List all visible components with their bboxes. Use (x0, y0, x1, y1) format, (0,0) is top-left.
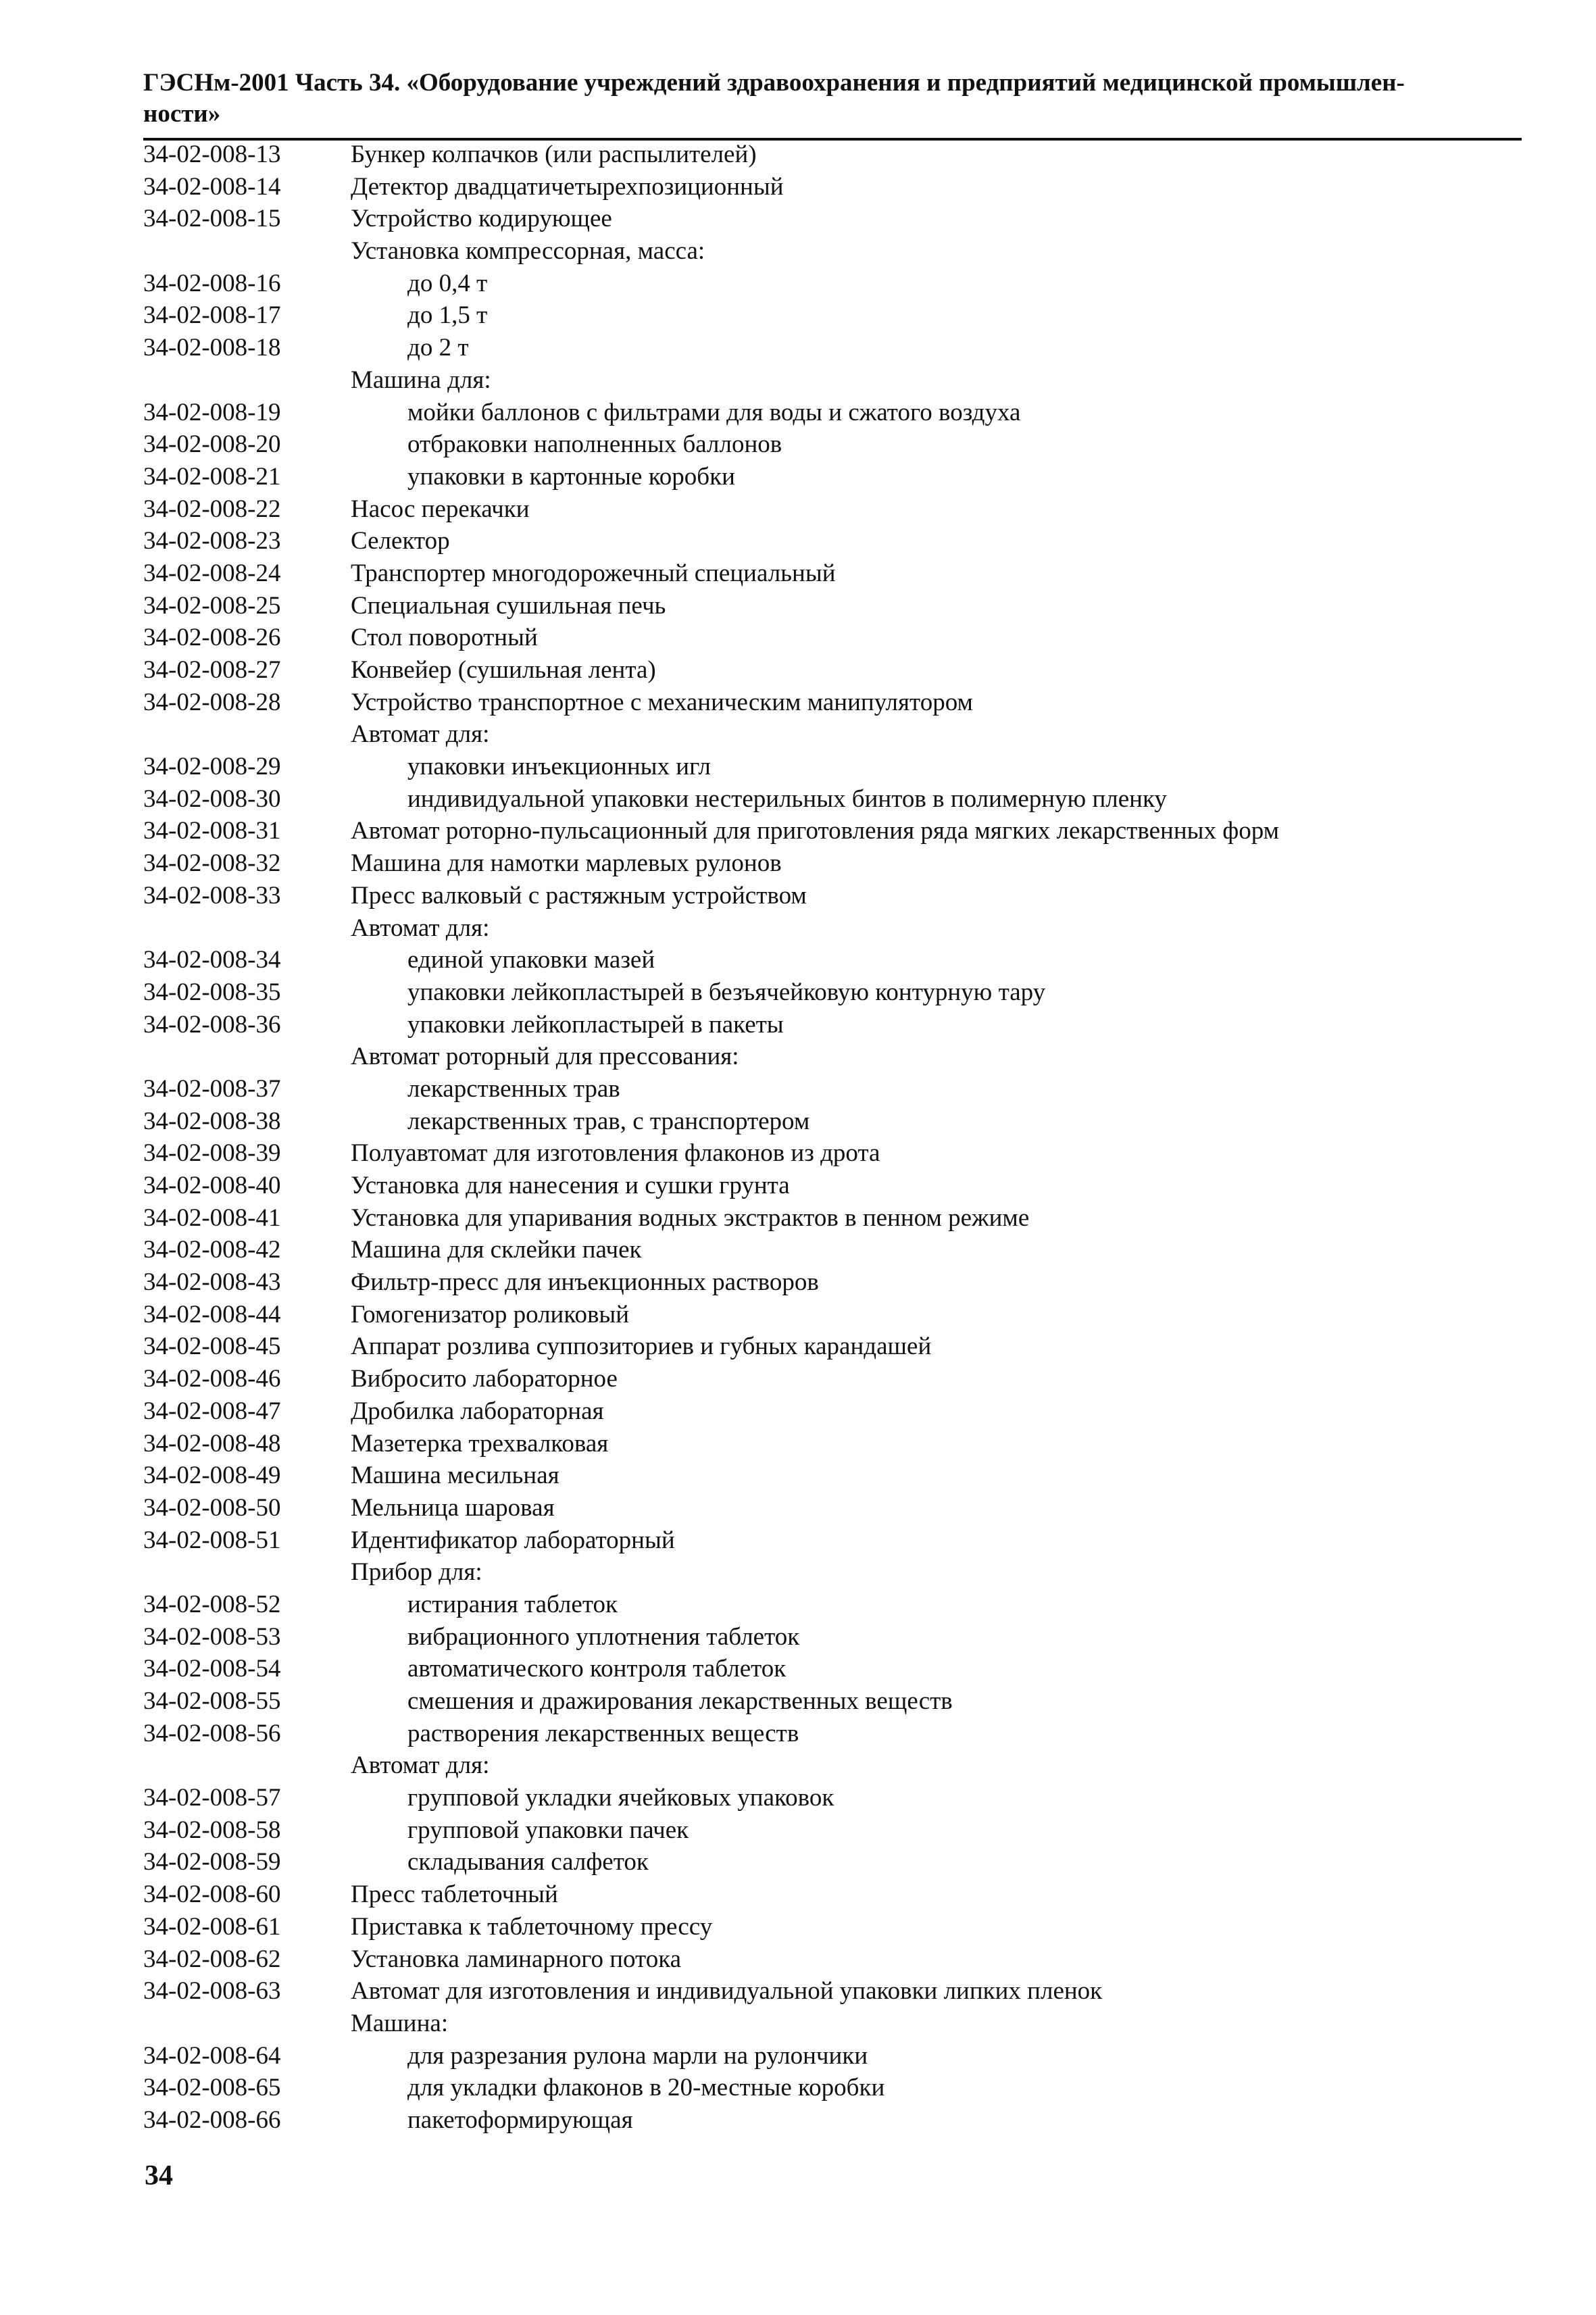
item-code: 34-02-008-26 (143, 624, 281, 652)
item-text: Детектор двадцатичетырехпозиционный (351, 172, 784, 201)
item-code: 34-02-008-27 (143, 656, 281, 684)
item-code: 34-02-008-16 (143, 269, 281, 297)
item-text: до 2 т (407, 334, 469, 362)
item-code: 34-02-008-57 (143, 1784, 281, 1812)
item-code: 34-02-008-17 (143, 301, 281, 330)
item-code: 34-02-008-35 (143, 978, 281, 1006)
item-text: Мельница шаровая (351, 1493, 555, 1522)
item-code: 34-02-008-42 (143, 1236, 281, 1264)
list-item (143, 428, 1522, 461)
list-item (143, 687, 1522, 719)
list-item (143, 751, 1522, 783)
list-item (143, 2104, 1522, 2137)
item-text: лекарственных трав, с транспортером (407, 1107, 810, 1135)
list-item (143, 622, 1522, 654)
list-item (143, 783, 1522, 816)
list-item (143, 332, 1522, 364)
item-code: 34-02-008-18 (143, 334, 281, 362)
item-code: 34-02-008-31 (143, 817, 281, 845)
item-code: 34-02-008-44 (143, 1300, 281, 1328)
list-item (143, 1524, 1522, 1557)
item-code: 34-02-008-53 (143, 1622, 281, 1651)
item-code: 34-02-008-40 (143, 1172, 281, 1199)
item-code: 34-02-008-46 (143, 1365, 281, 1393)
item-code: 34-02-008-59 (143, 1848, 281, 1876)
list-item (143, 1749, 1522, 1782)
item-text: Мазетерка трехвалковая (351, 1429, 609, 1458)
item-text: истирания таблеток (407, 1590, 618, 1618)
item-text: до 0,4 т (407, 269, 488, 297)
item-text: отбраковки наполненных баллонов (407, 430, 782, 459)
item-code: 34-02-008-24 (143, 559, 281, 587)
page-header (143, 68, 1522, 130)
item-code: 34-02-008-52 (143, 1590, 281, 1618)
item-text: Автомат для: (351, 1751, 490, 1780)
list-item (143, 1718, 1522, 1750)
item-code: 34-02-008-33 (143, 881, 281, 910)
item-text: для разрезания рулона марли на рулончики (407, 2041, 868, 2070)
item-code: 34-02-008-49 (143, 1462, 281, 1490)
item-code: 34-02-008-34 (143, 946, 281, 974)
item-text: Полуавтомат для изготовления флаконов из дрота (351, 1139, 880, 1168)
item-text: Машина для склейки пачек (351, 1236, 642, 1264)
list-item (143, 1492, 1522, 1524)
list-item (143, 1395, 1522, 1428)
list-item (143, 139, 1522, 171)
list-item (143, 2040, 1522, 2072)
item-code: 34-02-008-47 (143, 1397, 281, 1425)
list-item (143, 268, 1522, 300)
list-item (143, 1137, 1522, 1170)
item-code: 34-02-008-63 (143, 1977, 281, 2006)
item-text: Вибросито лабораторное (351, 1365, 618, 1393)
item-text: мойки баллонов с фильтрами для воды и сжатого воздуха (407, 398, 1021, 426)
item-code: 34-02-008-22 (143, 495, 281, 523)
list-item (143, 525, 1522, 557)
item-code: 34-02-008-28 (143, 688, 281, 716)
list-item (143, 1105, 1522, 1138)
item-code: 34-02-008-64 (143, 2041, 281, 2070)
item-text: Аппарат розлива суппозиториев и губных карандашей (351, 1333, 932, 1361)
item-text: Автомат для: (351, 720, 490, 749)
list-item (143, 299, 1522, 332)
list-item (143, 1299, 1522, 1331)
list-item (143, 1266, 1522, 1299)
item-text: Устройство кодирующее (351, 205, 612, 233)
list-item (143, 976, 1522, 1009)
item-text: единой упаковки мазей (407, 946, 655, 974)
item-code: 34-02-008-30 (143, 785, 281, 813)
item-text: Прибор для: (351, 1558, 482, 1587)
item-text: Фильтр-пресс для инъекционных растворов (351, 1268, 819, 1297)
list-item (143, 1621, 1522, 1653)
item-code: 34-02-008-62 (143, 1945, 281, 1973)
page-number: 34 (145, 2160, 173, 2191)
item-text: Автомат роторно-пульсационный для приготовления ряда мягких лекарственных форм (351, 817, 1280, 845)
item-text: Насос перекачки (351, 495, 530, 523)
item-text: упаковки в картонные коробки (407, 462, 735, 491)
item-code: 34-02-008-65 (143, 2074, 281, 2102)
item-code: 34-02-008-36 (143, 1010, 281, 1039)
list-item (143, 235, 1522, 268)
list-item (143, 1460, 1522, 1492)
item-text: упаковки лейкопластырей в безъячейковую контурную тару (407, 978, 1046, 1006)
item-text: Селектор (351, 527, 450, 555)
item-code: 34-02-008-43 (143, 1268, 281, 1297)
item-code: 34-02-008-61 (143, 1912, 281, 1941)
item-text: Автомат для: (351, 914, 490, 942)
list-item (143, 590, 1522, 622)
item-code: 34-02-008-51 (143, 1526, 281, 1554)
list-item (143, 461, 1522, 493)
list-item (143, 1911, 1522, 1943)
item-text: Машина для намотки марлевых рулонов (351, 849, 782, 878)
list-item (143, 1428, 1522, 1460)
item-text: Машина для: (351, 366, 491, 394)
list-item (143, 912, 1522, 945)
list-item (143, 557, 1522, 590)
item-text: смешения и дражирования лекарственных веществ (407, 1687, 953, 1715)
list-item (143, 1556, 1522, 1589)
item-text: Установка для упаривания водных экстрактов в пенном режиме (351, 1203, 1030, 1232)
list-item (143, 171, 1522, 203)
list-item (143, 1653, 1522, 1685)
item-text: лекарственных трав (407, 1074, 620, 1103)
item-code: 34-02-008-60 (143, 1881, 281, 1909)
item-code: 34-02-008-13 (143, 141, 281, 168)
list-item (143, 397, 1522, 429)
item-code: 34-02-008-39 (143, 1139, 281, 1168)
item-code: 34-02-008-58 (143, 1816, 281, 1844)
item-code: 34-02-008-55 (143, 1687, 281, 1715)
list-item (143, 1234, 1522, 1266)
list-item (143, 493, 1522, 526)
item-code: 34-02-008-56 (143, 1719, 281, 1747)
item-text: складывания салфеток (407, 1848, 649, 1876)
list-item (143, 1846, 1522, 1878)
item-text: до 1,5 т (407, 301, 488, 330)
item-code: 34-02-008-37 (143, 1074, 281, 1103)
header-title: ГЭСНм-2001 Часть 34. «Оборудование учреждений здравоохранения и предприятий медицинской промышлен- ности» (143, 69, 1405, 128)
item-code: 34-02-008-38 (143, 1107, 281, 1135)
item-text: групповой упаковки пачек (407, 1816, 689, 1844)
list-item (143, 1878, 1522, 1911)
list-item (143, 2008, 1522, 2040)
item-code: 34-02-008-23 (143, 527, 281, 555)
list-item (143, 203, 1522, 235)
list-item (143, 1009, 1522, 1041)
item-text: Специальная сушильная печь (351, 591, 666, 620)
item-text: упаковки лейкопластырей в пакеты (407, 1010, 784, 1039)
item-code: 34-02-008-29 (143, 753, 281, 781)
list-item (143, 1041, 1522, 1073)
item-code: 34-02-008-19 (143, 398, 281, 426)
item-code: 34-02-008-20 (143, 430, 281, 459)
item-code: 34-02-008-15 (143, 205, 281, 233)
list-item (143, 1202, 1522, 1235)
item-code: 34-02-008-25 (143, 591, 281, 620)
list-item (143, 880, 1522, 912)
item-code: 34-02-008-32 (143, 849, 281, 878)
list-item (143, 1330, 1522, 1363)
item-text: групповой укладки ячейковых упаковок (407, 1784, 834, 1812)
list-item (143, 1975, 1522, 2008)
item-text: вибрационного уплотнения таблеток (407, 1622, 800, 1651)
list-item (143, 1363, 1522, 1395)
list-item (143, 847, 1522, 880)
list-item (143, 1943, 1522, 1976)
item-text: Транспортер многодорожечный специальный (351, 559, 836, 587)
item-text: Гомогенизатор роликовый (351, 1300, 630, 1328)
item-text: Установка для нанесения и сушки грунта (351, 1172, 790, 1199)
item-text: Автомат для изготовления и индивидуальной упаковки липких пленок (351, 1977, 1103, 2006)
list-item (143, 654, 1522, 687)
list-item (143, 1685, 1522, 1718)
item-code: 34-02-008-14 (143, 172, 281, 201)
item-code: 34-02-008-50 (143, 1493, 281, 1522)
list-item (143, 944, 1522, 976)
item-text: Дробилка лабораторная (351, 1397, 604, 1425)
equipment-list (143, 139, 1522, 2137)
item-code: 34-02-008-54 (143, 1655, 281, 1683)
list-item (143, 1782, 1522, 1814)
item-text: растворения лекарственных веществ (407, 1719, 799, 1747)
item-text: автоматического контроля таблеток (407, 1655, 787, 1683)
item-text: Устройство транспортное с механическим манипулятором (351, 688, 973, 716)
item-text: Бункер колпачков (или распылителей) (351, 141, 757, 168)
item-text: Пресс валковый с растяжным устройством (351, 881, 807, 910)
item-text: пакетоформирующая (407, 2106, 633, 2134)
item-text: Идентификатор лабораторный (351, 1526, 675, 1554)
item-code: 34-02-008-45 (143, 1333, 281, 1361)
item-text: Установка компрессорная, масса: (351, 237, 705, 266)
item-text: Автомат роторный для прессования: (351, 1043, 739, 1071)
item-text: Машина: (351, 2009, 449, 2037)
item-code: 34-02-008-21 (143, 462, 281, 491)
list-item (143, 1170, 1522, 1202)
list-item (143, 1073, 1522, 1105)
item-code: 34-02-008-48 (143, 1429, 281, 1458)
list-item (143, 815, 1522, 847)
item-text: Пресс таблеточный (351, 1881, 558, 1909)
item-text: индивидуальной упаковки нестерильных бинтов в полимерную пленку (407, 785, 1167, 813)
item-text: для укладки флаконов в 20-местные коробки (407, 2074, 885, 2102)
item-code: 34-02-008-66 (143, 2106, 281, 2134)
item-text: Приставка к таблеточному прессу (351, 1912, 713, 1941)
item-text: Конвейер (сушильная лента) (351, 656, 656, 684)
item-text: Стол поворотный (351, 624, 538, 652)
item-code: 34-02-008-41 (143, 1203, 281, 1232)
list-item (143, 364, 1522, 397)
list-item (143, 1814, 1522, 1847)
list-item (143, 2072, 1522, 2104)
list-item (143, 1589, 1522, 1621)
item-text: Машина месильная (351, 1462, 559, 1490)
item-text: Установка ламинарного потока (351, 1945, 682, 1973)
item-text: упаковки инъекционных игл (407, 753, 711, 781)
list-item (143, 718, 1522, 751)
